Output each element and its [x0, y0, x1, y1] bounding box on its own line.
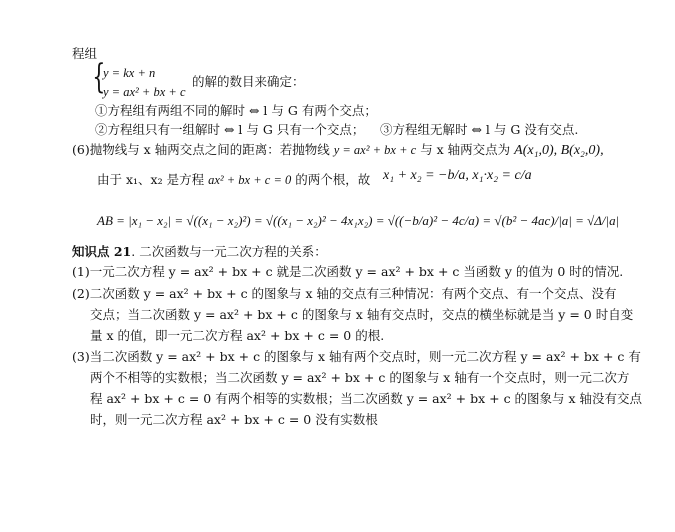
kp21-p2-line2: 交点；当二次函数 y = ax² + bx + c 的图象与 x 轴有交点时，交点的横坐标就是当 y = 0 时自变 [90, 307, 634, 322]
kp21-title-tail: . 二次函数与一元二次方程的关系： [131, 244, 327, 259]
kp21-p2-line1: (2)二次函数 y = ax² + bx + c 的图象与 x 轴的交点有三种情况：有两个交点、有一个交点、没有 [72, 286, 617, 301]
item6-eq: y = ax² + bx + c [333, 143, 417, 157]
case-1: ①方程组有两组不同的解时 ⇔ l 与 G 有两个交点； [95, 103, 377, 118]
item6-lead: (6)抛物线与 x 轴两交点之间的距离：若抛物线 [72, 142, 330, 157]
heading-fragment: 程组 [72, 46, 98, 61]
kp21-p3-line3: 程 ax² + bx + c = 0 有两个相等的实数根；当二次函数 y = ax² + bx + c 的图象与 x 轴没有交点 [90, 391, 643, 406]
roots-line [97, 172, 370, 188]
kp21-title-line [72, 244, 327, 260]
system-suffix: 的解的数目来确定： [192, 74, 305, 89]
system-brace: { [92, 57, 106, 97]
kp21-title: 知识点 21 [72, 244, 132, 259]
case-3: ③方程组无解时 ⇔ l 与 G 没有交点. [380, 122, 579, 137]
item6-line [72, 142, 604, 159]
case-2: ②方程组只有一组解时 ⇔ l 与 G 只有一个交点； [95, 122, 365, 137]
kp21-p3-line1: (3)当二次函数 y = ax² + bx + c 的图象与 x 轴有两个交点时，则一元二次方程 y = ax² + bx + c 有 [72, 349, 641, 364]
roots-eq: ax² + bx + c = 0 [208, 173, 292, 187]
kp21-p1: (1)一元二次方程 y = ax² + bx + c 就是二次函数 y = ax² + bx + c 当函数 y 的值为 0 时的情况. [72, 264, 624, 279]
kp21-p2-line3: 量 x 的值，即一元二次方程 ax² + bx + c = 0 的根. [90, 328, 385, 343]
item6-points: A(x₁,0), B(x₂,0), [514, 143, 604, 158]
roots-lead: 由于 x₁、x₂ 是方程 [97, 172, 205, 187]
roots-tail: 的两个根，故 [295, 172, 371, 187]
kp21-p3-line4: 时，则一元二次方程 ax² + bx + c = 0 没有实数根 [90, 412, 378, 427]
distance-formula: AB = |x₁ − x₂| = √((x₁ − x₂)²) = √((x₁ − x₂)² − 4x₁x₂) = √((−b/a)² − 4c/a) = √(b² − 4ac)/|a| = √Δ/|a| [97, 213, 620, 228]
vieta-formula: x₁ + x₂ = −b/a, x₁·x₂ = c/a [383, 168, 532, 183]
kp21-p3-line2: 两个不相等的实数根；当二次函数 y = ax² + bx + c 的图象与 x 轴有一个交点时，则一元二次方 [90, 370, 630, 385]
system-line-1: y = kx + n [103, 66, 156, 80]
system-line-2: y = ax² + bx + c [103, 85, 186, 99]
item6-mid: 与 x 轴两交点为 [420, 142, 511, 157]
